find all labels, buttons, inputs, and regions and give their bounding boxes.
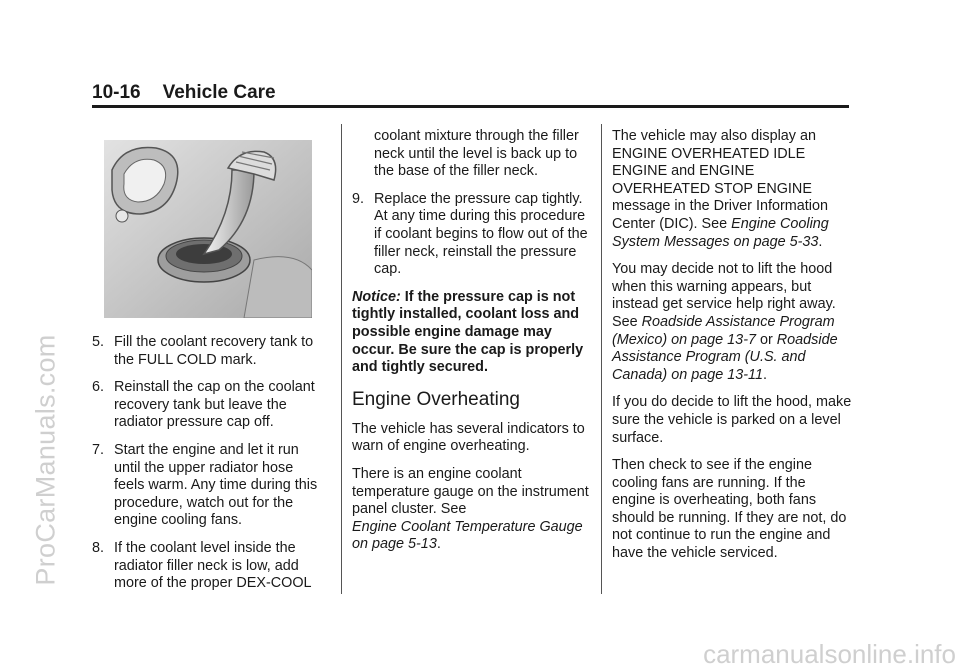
step-8-continuation: coolant mixture through the filler neck until the level is back up to the base of the filler neck. bbox=[374, 128, 579, 180]
step-7: 7. Start the engine and let it run until the upper radiator hose feels warm. Any time during this procedure, watch out for the engine cooling fans. bbox=[92, 441, 318, 529]
column-divider-left bbox=[341, 124, 342, 594]
step-8: 8. If the coolant level inside the radiator filler neck is low, add more of the proper DEX-COOL bbox=[92, 539, 312, 592]
notice-text: If the pressure cap is not tightly installed, coolant loss and possible engine damage may occur. Be sure the cap is properly and tightly secured. bbox=[352, 288, 584, 376]
roadside-mexico-link[interactable]: Roadside Assistance Program (Mexico) on page 13-7 bbox=[612, 313, 835, 348]
step-5: 5. Fill the coolant recovery tank to the FULL COLD mark. bbox=[92, 334, 314, 368]
column-3 bbox=[612, 128, 852, 573]
lift-hood-para: If you do decide to lift the hood, make sure the vehicle is parked on a level surface. bbox=[612, 394, 852, 446]
overheat-para-2: There is an engine coolant temperature gauge on the instrument panel cluster. See Engine Coolant Temperature Gauge on page 5-13. bbox=[352, 465, 589, 553]
side-watermark: ProCarManuals.com bbox=[30, 334, 61, 586]
step-9: 9. Replace the pressure cap tightly. At any time during this procedure if coolant begins to flow out of the filler neck, reinstall the pressure cap. bbox=[352, 190, 588, 278]
column-2 bbox=[352, 128, 590, 564]
column-divider-right bbox=[601, 124, 602, 594]
roadside-para: You may decide not to lift the hood when this warning appears, but instead get service help right away. See Roadside Assistance Program (Mexico) on page 13-7 or Roadside Assistance Program (U.S. and Canada) on page 13-11. bbox=[612, 261, 838, 383]
gauge-page-link[interactable]: Engine Coolant Temperature Gauge on page 5-13 bbox=[352, 518, 583, 553]
dic-message-para: The vehicle may also display an ENGINE OVERHEATED IDLE ENGINE and ENGINE OVERHEATED STOP ENGINE message in the Driver Information Center (DIC). See Engine Cooling System Messages on page 5-33. bbox=[612, 128, 829, 250]
section-heading: Engine Overheating bbox=[352, 388, 520, 410]
notice bbox=[352, 289, 590, 377]
roadside-us-canada-link[interactable]: Roadside Assistance Program (U.S. and Canada) on page 13-11 bbox=[612, 331, 838, 383]
coolant-bottle-image bbox=[104, 140, 312, 318]
page-number: 10-16 bbox=[92, 82, 141, 103]
footer-watermark: carmanualsonline.info bbox=[703, 639, 956, 669]
cooling-fans-para: Then check to see if the engine cooling fans are running. If the engine is overheating, both fans should be running. If they are not, do not continue to run the engine and have the vehicle serviced. bbox=[612, 457, 847, 562]
page-header bbox=[92, 82, 276, 104]
column-1 bbox=[92, 128, 324, 603]
coolant-filler-illustration bbox=[104, 140, 312, 318]
step-6: 6. Reinstall the cap on the coolant recovery tank but leave the radiator pressure cap off. bbox=[92, 379, 315, 431]
overheat-para-1: The vehicle has several indicators to warn of engine overheating. bbox=[352, 420, 585, 455]
header-rule bbox=[92, 105, 849, 108]
cooling-messages-link[interactable]: Engine Cooling System Messages on page 5-33 bbox=[612, 215, 829, 250]
notice-label: Notice: bbox=[352, 288, 401, 305]
section-title: Vehicle Care bbox=[162, 82, 276, 103]
